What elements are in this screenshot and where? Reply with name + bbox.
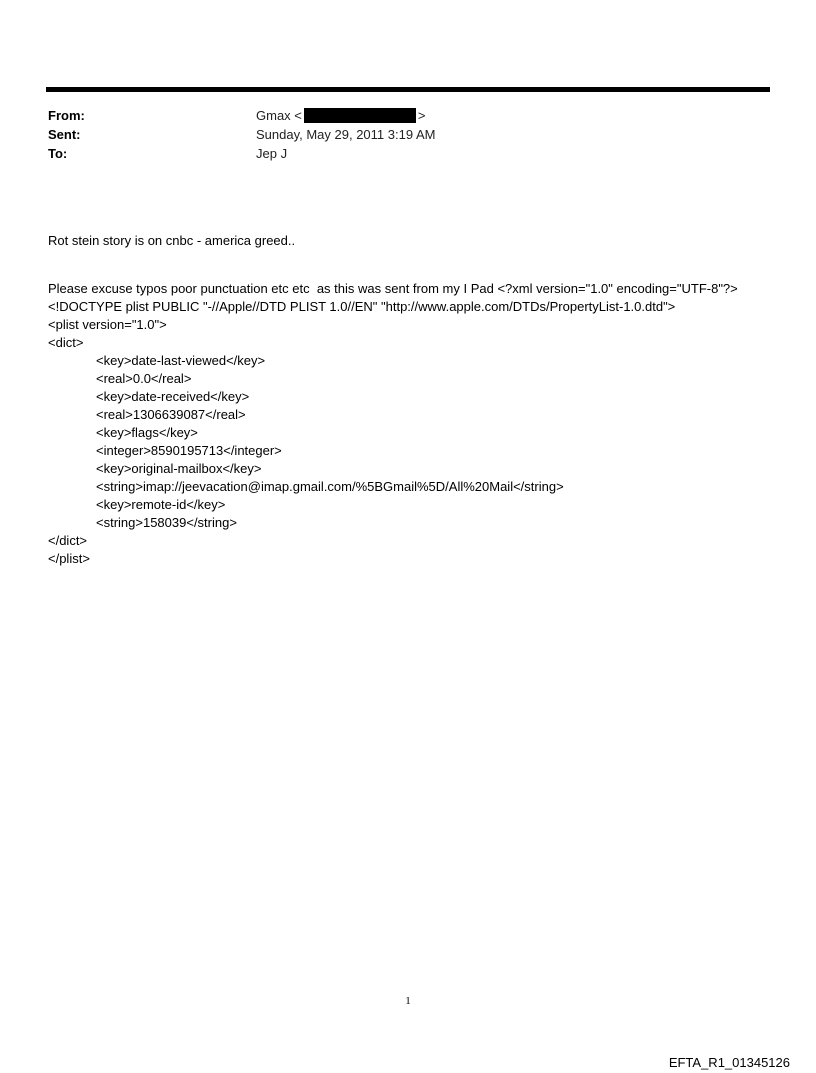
body-line: <integer>8590195713</integer>	[96, 443, 282, 458]
to-value: Jep J	[256, 146, 288, 161]
email-body	[48, 232, 788, 568]
body-line: <key>remote-id</key>	[96, 497, 226, 512]
body-line: <!DOCTYPE plist PUBLIC "-//Apple//DTD PLIST 1.0//EN" "http://www.apple.com/DTDs/PropertyList-1.0.dtd">	[48, 299, 676, 314]
body-line: </plist>	[48, 551, 90, 566]
page-number: 1	[405, 995, 411, 1007]
body-line: <key>date-received</key>	[96, 389, 250, 404]
sent-value: Sunday, May 29, 2011 3:19 AM	[256, 127, 436, 142]
body-line: <dict>	[48, 335, 84, 350]
document-id: EFTA_R1_01345126	[668, 1055, 790, 1070]
from-label: From:	[48, 108, 85, 123]
body-line: <string>158039</string>	[96, 515, 237, 530]
body-line: <key>date-last-viewed</key>	[96, 353, 266, 368]
body-line: Rot stein story is on cnbc - america greed..	[48, 233, 296, 248]
from-value	[256, 107, 425, 125]
from-suffix: >	[417, 108, 426, 123]
plist-block	[48, 280, 788, 568]
sent-row	[48, 126, 748, 145]
body-line: <real>1306639087</real>	[96, 407, 246, 422]
body-line: <plist version="1.0">	[48, 317, 167, 332]
body-line: <key>original-mailbox</key>	[96, 461, 262, 476]
sent-label: Sent:	[48, 127, 81, 142]
body-line: <key>flags</key>	[96, 425, 198, 440]
body-line: <string>imap://jeevacation@imap.gmail.com/%5BGmail%5D/All%20Mail</string>	[96, 479, 564, 494]
redaction-block	[304, 108, 416, 123]
from-name: Gmax <	[256, 108, 302, 123]
body-line: </dict>	[48, 533, 88, 548]
email-header	[48, 107, 748, 164]
from-row	[48, 107, 748, 126]
to-row	[48, 145, 748, 164]
body-line: Please excuse typos poor punctuation etc etc as this was sent from my I Pad <?xml version="1.0" encoding="UTF-8"?>	[48, 281, 738, 296]
header-rule	[46, 87, 770, 92]
paragraph-gap	[48, 250, 788, 280]
to-label: To:	[48, 146, 68, 161]
body-line: <real>0.0</real>	[96, 371, 192, 386]
